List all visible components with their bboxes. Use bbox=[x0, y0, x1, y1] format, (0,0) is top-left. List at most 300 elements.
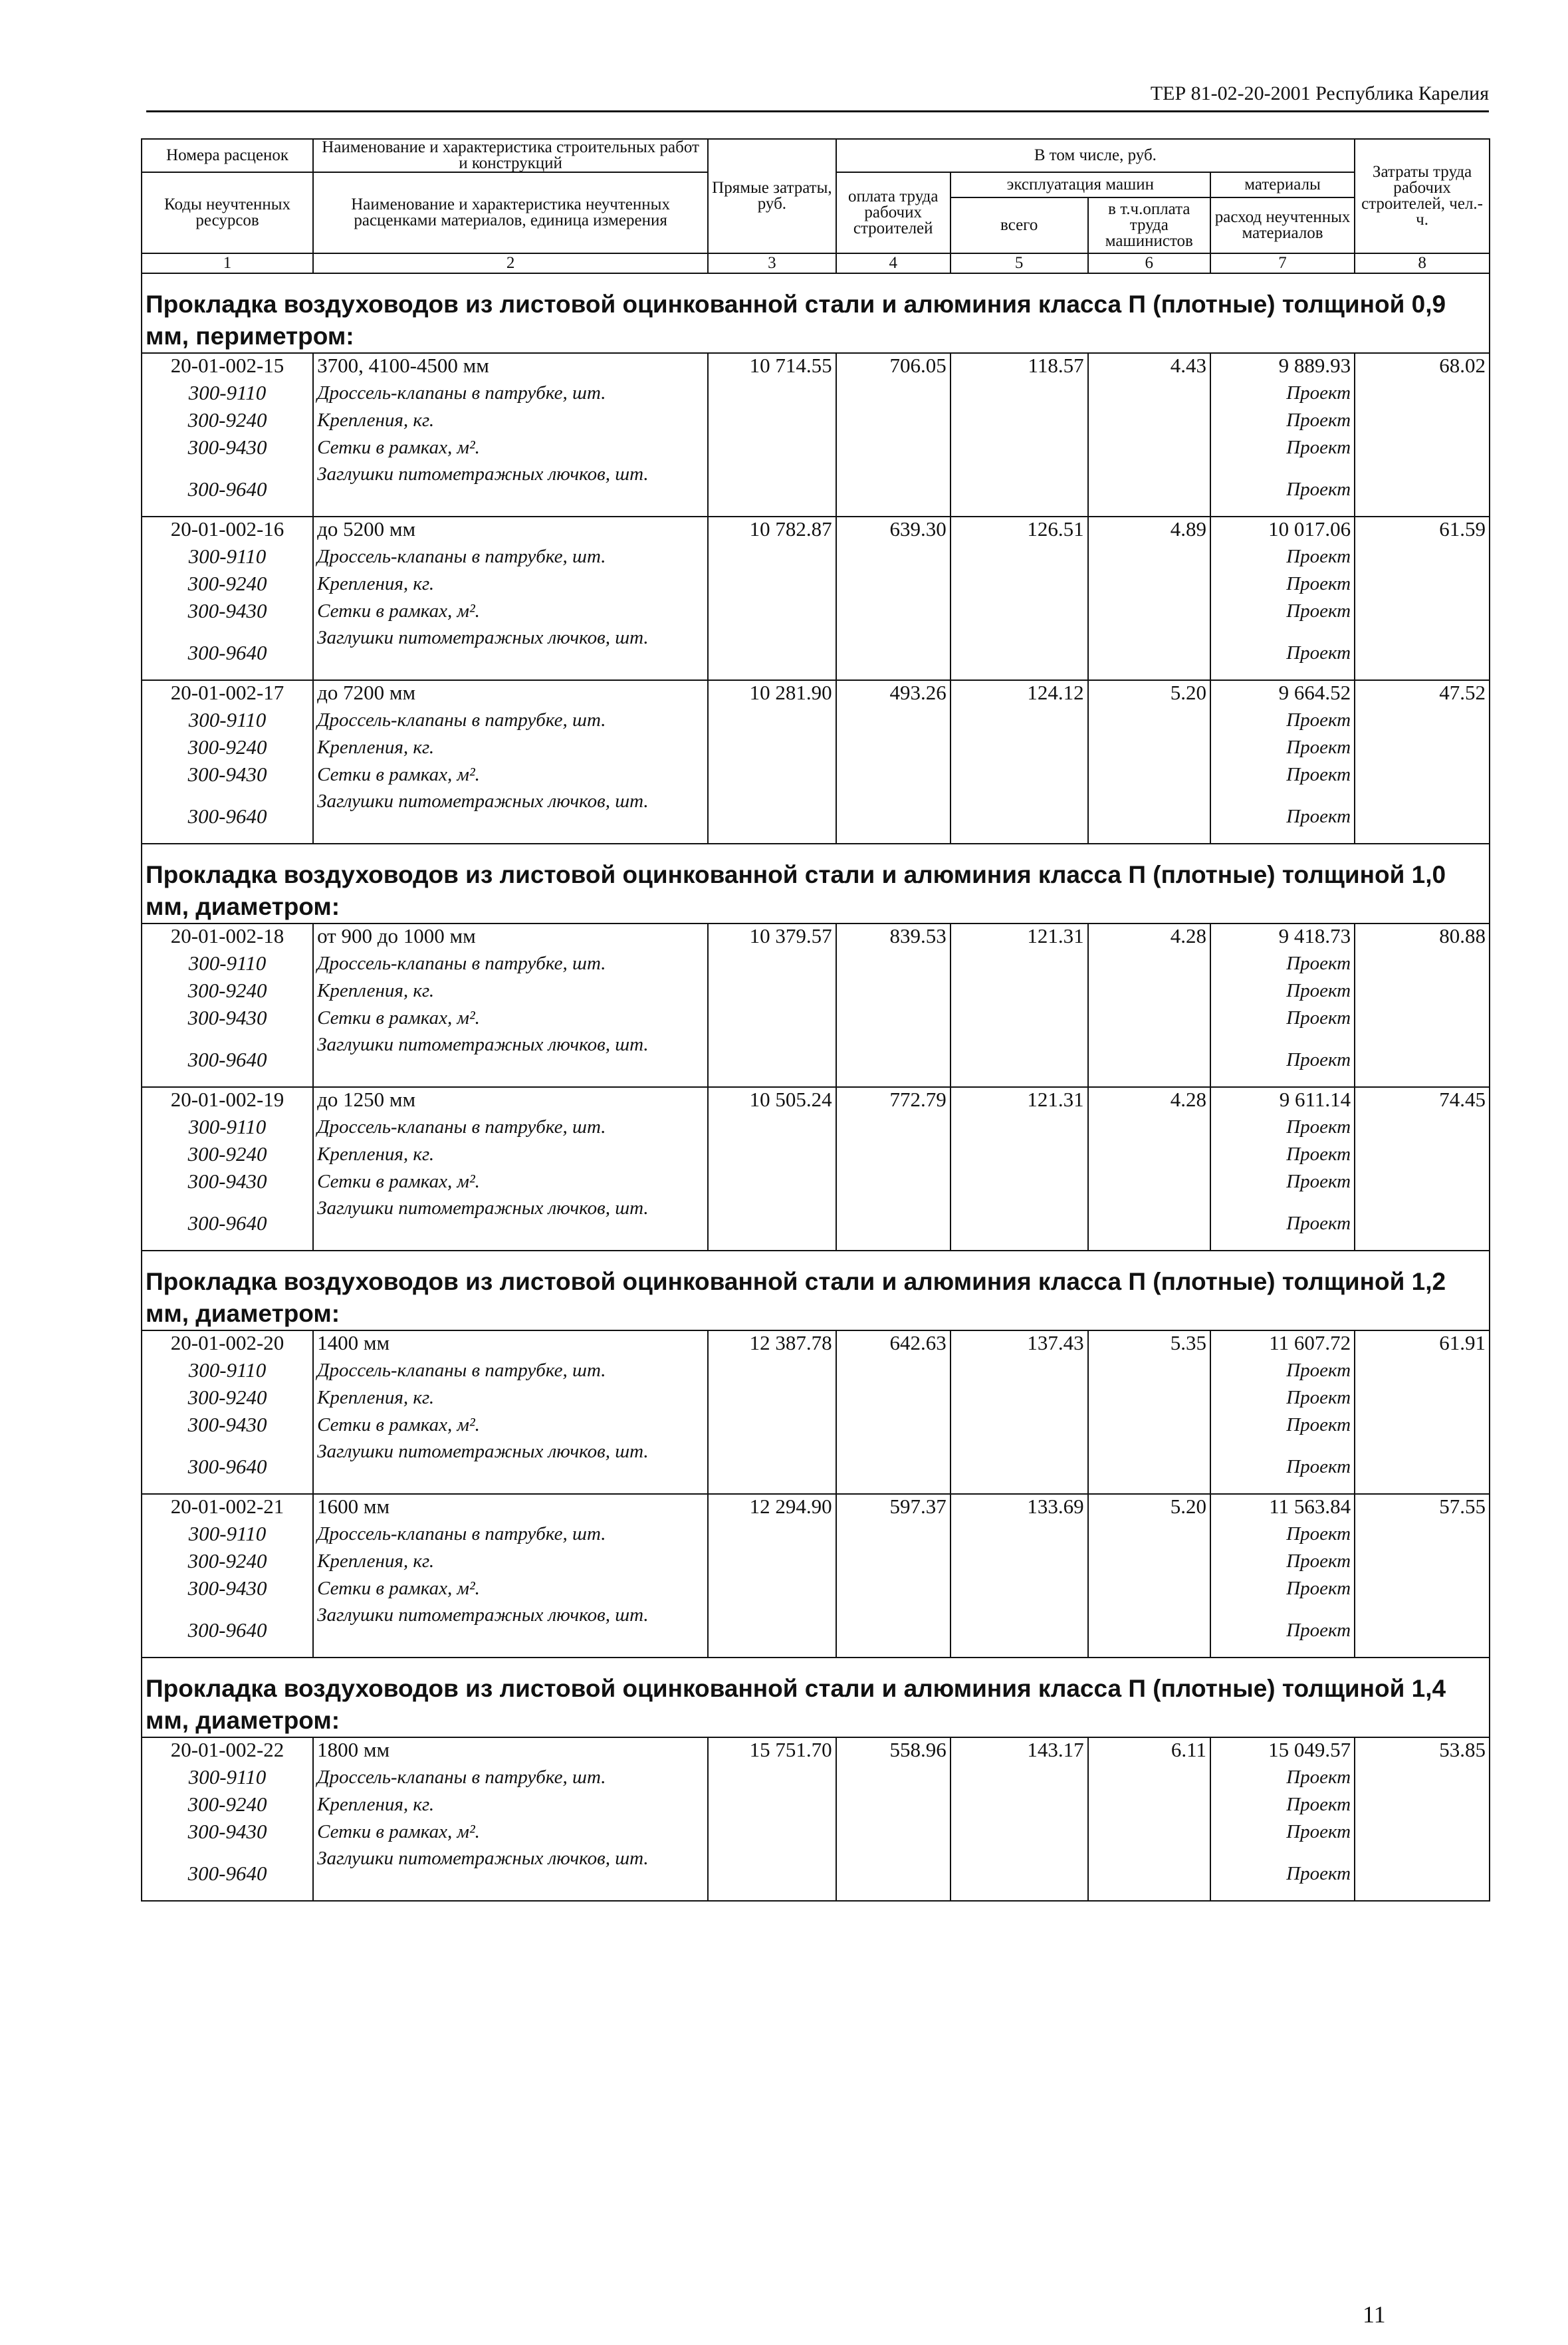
resource-name: Сетки в рамках, м². bbox=[313, 1413, 708, 1440]
empty-cell bbox=[951, 1765, 1088, 1792]
rate-row bbox=[142, 517, 1490, 545]
empty-cell bbox=[1088, 599, 1210, 626]
materials-cost: 10 017.06 bbox=[1210, 517, 1355, 545]
resource-usage: Проект bbox=[1210, 1549, 1355, 1576]
rate-code: 20-01-002-17 bbox=[142, 680, 313, 708]
resource-code: 300-9430 bbox=[142, 1006, 313, 1033]
resource-row bbox=[142, 979, 1490, 1006]
empty-cell bbox=[951, 979, 1088, 1006]
empty-cell bbox=[1088, 1604, 1210, 1658]
resource-name: Дроссель-клапаны в патрубке, шт. bbox=[313, 1522, 708, 1549]
resource-row bbox=[142, 1386, 1490, 1413]
resource-row bbox=[142, 1576, 1490, 1604]
machines-total: 143.17 bbox=[951, 1737, 1088, 1765]
document-title: ТЕР 81-02-20-2001 Республика Карелия bbox=[1150, 82, 1489, 104]
empty-cell bbox=[1355, 979, 1490, 1006]
direct-costs: 10 281.90 bbox=[708, 680, 836, 708]
empty-cell bbox=[708, 1440, 836, 1494]
empty-cell bbox=[951, 1197, 1088, 1251]
machinist-pay: 5.20 bbox=[1088, 1494, 1210, 1522]
resource-usage: Проект bbox=[1210, 1792, 1355, 1820]
empty-cell bbox=[708, 435, 836, 463]
empty-cell bbox=[836, 708, 951, 735]
empty-cell bbox=[951, 626, 1088, 680]
labor-hours: 68.02 bbox=[1355, 353, 1490, 381]
empty-cell bbox=[708, 1604, 836, 1658]
resource-row bbox=[142, 1033, 1490, 1087]
empty-cell bbox=[708, 1197, 836, 1251]
empty-cell bbox=[1088, 1576, 1210, 1604]
resource-row bbox=[142, 1197, 1490, 1251]
materials-cost: 9 611.14 bbox=[1210, 1087, 1355, 1115]
empty-cell bbox=[708, 1006, 836, 1033]
col-header-machines: эксплуатация машин bbox=[951, 172, 1210, 197]
empty-cell bbox=[836, 626, 951, 680]
section-title: Прокладка воздуховодов из листовой оцинкованной стали и алюминия класса П (плотные) толщиной 1,4 мм, диаметром: bbox=[146, 1675, 1446, 1734]
resource-code: 300-9110 bbox=[142, 1115, 313, 1142]
empty-cell bbox=[708, 1820, 836, 1847]
empty-cell bbox=[708, 381, 836, 408]
column-number: 6 bbox=[1088, 253, 1210, 273]
empty-cell bbox=[708, 951, 836, 979]
empty-cell bbox=[708, 1033, 836, 1087]
empty-cell bbox=[951, 599, 1088, 626]
rate-code: 20-01-002-21 bbox=[142, 1494, 313, 1522]
empty-cell bbox=[951, 1522, 1088, 1549]
section-title: Прокладка воздуховодов из листовой оцинкованной стали и алюминия класса П (плотные) толщиной 0,9 мм, периметром: bbox=[146, 291, 1446, 350]
section-title: Прокладка воздуховодов из листовой оцинкованной стали и алюминия класса П (плотные) толщиной 1,2 мм, диаметром: bbox=[146, 1268, 1446, 1327]
resource-code: 300-9430 bbox=[142, 1820, 313, 1847]
resource-code: 300-9640 bbox=[142, 790, 313, 844]
resource-usage: Проект bbox=[1210, 1197, 1355, 1251]
resource-usage: Проект bbox=[1210, 1115, 1355, 1142]
empty-cell bbox=[1088, 790, 1210, 844]
materials-cost: 11 607.72 bbox=[1210, 1330, 1355, 1358]
empty-cell bbox=[951, 735, 1088, 763]
resource-name: Дроссель-клапаны в патрубке, шт. bbox=[313, 545, 708, 572]
resource-usage: Проект bbox=[1210, 1358, 1355, 1386]
resource-usage: Проект bbox=[1210, 708, 1355, 735]
empty-cell bbox=[708, 1142, 836, 1170]
empty-cell bbox=[1355, 435, 1490, 463]
materials-cost: 15 049.57 bbox=[1210, 1737, 1355, 1765]
col-header-direct-costs: Прямые затраты, руб. bbox=[708, 139, 836, 253]
rate-name: до 5200 мм bbox=[313, 517, 708, 545]
resource-code: 300-9430 bbox=[142, 763, 313, 790]
empty-cell bbox=[1355, 1576, 1490, 1604]
rate-row bbox=[142, 353, 1490, 381]
rate-name: до 7200 мм bbox=[313, 680, 708, 708]
resource-name: Дроссель-клапаны в патрубке, шт. bbox=[313, 1115, 708, 1142]
empty-cell bbox=[1355, 1142, 1490, 1170]
section-header-row bbox=[142, 1658, 1490, 1737]
table-body bbox=[142, 273, 1490, 1901]
resource-row bbox=[142, 1170, 1490, 1197]
resource-usage: Проект bbox=[1210, 1413, 1355, 1440]
empty-cell bbox=[1088, 1006, 1210, 1033]
resource-name: Заглушки питометражных лючков, шт. bbox=[313, 1604, 708, 1658]
resource-name: Крепления, кг. bbox=[313, 1142, 708, 1170]
resource-name: Дроссель-клапаны в патрубке, шт. bbox=[313, 1358, 708, 1386]
worker-pay: 839.53 bbox=[836, 924, 951, 951]
labor-hours: 74.45 bbox=[1355, 1087, 1490, 1115]
resource-code: 300-9640 bbox=[142, 463, 313, 517]
worker-pay: 639.30 bbox=[836, 517, 951, 545]
resource-usage: Проект bbox=[1210, 1820, 1355, 1847]
empty-cell bbox=[836, 1549, 951, 1576]
empty-cell bbox=[836, 1522, 951, 1549]
empty-cell bbox=[1355, 1413, 1490, 1440]
rate-code: 20-01-002-20 bbox=[142, 1330, 313, 1358]
resource-usage: Проект bbox=[1210, 408, 1355, 435]
empty-cell bbox=[1088, 1522, 1210, 1549]
resource-row bbox=[142, 790, 1490, 844]
empty-cell bbox=[951, 790, 1088, 844]
document-header bbox=[146, 78, 1489, 112]
direct-costs: 10 379.57 bbox=[708, 924, 836, 951]
empty-cell bbox=[1355, 1820, 1490, 1847]
resource-row bbox=[142, 626, 1490, 680]
empty-cell bbox=[951, 763, 1088, 790]
col-header-labor: Затраты труда рабочих строителей, чел.-ч. bbox=[1355, 139, 1490, 253]
section-header-row bbox=[142, 844, 1490, 924]
resource-row bbox=[142, 708, 1490, 735]
rate-row bbox=[142, 924, 1490, 951]
empty-cell bbox=[1355, 951, 1490, 979]
resource-row bbox=[142, 951, 1490, 979]
resource-name: Сетки в рамках, м². bbox=[313, 435, 708, 463]
worker-pay: 597.37 bbox=[836, 1494, 951, 1522]
empty-cell bbox=[708, 735, 836, 763]
column-number: 8 bbox=[1355, 253, 1490, 273]
empty-cell bbox=[1088, 1765, 1210, 1792]
resource-name: Сетки в рамках, м². bbox=[313, 1576, 708, 1604]
rate-code: 20-01-002-16 bbox=[142, 517, 313, 545]
resource-code: 300-9240 bbox=[142, 1792, 313, 1820]
resource-row bbox=[142, 1358, 1490, 1386]
empty-cell bbox=[1355, 1549, 1490, 1576]
rate-code: 20-01-002-18 bbox=[142, 924, 313, 951]
resource-usage: Проект bbox=[1210, 1765, 1355, 1792]
resource-row bbox=[142, 599, 1490, 626]
empty-cell bbox=[836, 1820, 951, 1847]
rate-row bbox=[142, 680, 1490, 708]
empty-cell bbox=[951, 1576, 1088, 1604]
empty-cell bbox=[951, 408, 1088, 435]
empty-cell bbox=[951, 708, 1088, 735]
empty-cell bbox=[836, 979, 951, 1006]
empty-cell bbox=[708, 1522, 836, 1549]
resource-name: Заглушки питометражных лючков, шт. bbox=[313, 1197, 708, 1251]
resource-code: 300-9640 bbox=[142, 1847, 313, 1901]
empty-cell bbox=[1355, 1170, 1490, 1197]
machines-total: 118.57 bbox=[951, 353, 1088, 381]
empty-cell bbox=[836, 1440, 951, 1494]
section-title-cell bbox=[142, 273, 1490, 353]
empty-cell bbox=[1088, 735, 1210, 763]
resource-code: 300-9640 bbox=[142, 1033, 313, 1087]
resource-usage: Проект bbox=[1210, 1006, 1355, 1033]
column-number: 2 bbox=[313, 253, 708, 273]
empty-cell bbox=[951, 1549, 1088, 1576]
empty-cell bbox=[708, 1115, 836, 1142]
empty-cell bbox=[1088, 1820, 1210, 1847]
empty-cell bbox=[1088, 1115, 1210, 1142]
empty-cell bbox=[708, 626, 836, 680]
resource-row bbox=[142, 1765, 1490, 1792]
rate-name: 1800 мм bbox=[313, 1737, 708, 1765]
labor-hours: 80.88 bbox=[1355, 924, 1490, 951]
materials-cost: 9 889.93 bbox=[1210, 353, 1355, 381]
rate-row bbox=[142, 1737, 1490, 1765]
col-header-name-bottom: Наименование и характеристика неучтенных расценками материалов, единица измерения bbox=[313, 172, 708, 253]
empty-cell bbox=[951, 1820, 1088, 1847]
resource-name: Сетки в рамках, м². bbox=[313, 1820, 708, 1847]
resource-name: Дроссель-клапаны в патрубке, шт. bbox=[313, 708, 708, 735]
empty-cell bbox=[708, 763, 836, 790]
empty-cell bbox=[1355, 1765, 1490, 1792]
resource-name: Заглушки питометражных лючков, шт. bbox=[313, 1847, 708, 1901]
column-number: 3 bbox=[708, 253, 836, 273]
empty-cell bbox=[708, 708, 836, 735]
empty-cell bbox=[708, 599, 836, 626]
resource-code: 300-9430 bbox=[142, 1576, 313, 1604]
empty-cell bbox=[1088, 626, 1210, 680]
empty-cell bbox=[1355, 1386, 1490, 1413]
resource-usage: Проект bbox=[1210, 790, 1355, 844]
empty-cell bbox=[1088, 381, 1210, 408]
resource-usage: Проект bbox=[1210, 1576, 1355, 1604]
resource-name: Крепления, кг. bbox=[313, 979, 708, 1006]
resource-code: 300-9240 bbox=[142, 408, 313, 435]
empty-cell bbox=[951, 1386, 1088, 1413]
column-number: 5 bbox=[951, 253, 1088, 273]
empty-cell bbox=[708, 463, 836, 517]
materials-cost: 9 418.73 bbox=[1210, 924, 1355, 951]
empty-cell bbox=[1088, 1386, 1210, 1413]
resource-code: 300-9640 bbox=[142, 1197, 313, 1251]
empty-cell bbox=[1355, 545, 1490, 572]
section-title-cell bbox=[142, 1658, 1490, 1737]
machinist-pay: 4.43 bbox=[1088, 353, 1210, 381]
empty-cell bbox=[951, 1006, 1088, 1033]
empty-cell bbox=[836, 1576, 951, 1604]
empty-cell bbox=[1088, 1440, 1210, 1494]
empty-cell bbox=[836, 790, 951, 844]
empty-cell bbox=[708, 1549, 836, 1576]
empty-cell bbox=[951, 1142, 1088, 1170]
resource-code: 300-9240 bbox=[142, 1549, 313, 1576]
machines-total: 121.31 bbox=[951, 1087, 1088, 1115]
column-number: 1 bbox=[142, 253, 313, 273]
resource-code: 300-9240 bbox=[142, 1142, 313, 1170]
labor-hours: 61.59 bbox=[1355, 517, 1490, 545]
resource-name: Заглушки питометражных лючков, шт. bbox=[313, 1440, 708, 1494]
empty-cell bbox=[708, 979, 836, 1006]
col-header-material-usage: расход неучтенных материалов bbox=[1210, 197, 1355, 253]
resource-usage: Проект bbox=[1210, 1604, 1355, 1658]
empty-cell bbox=[1088, 763, 1210, 790]
resource-row bbox=[142, 1847, 1490, 1901]
col-header-codes-top: Номера расценок bbox=[142, 139, 313, 172]
resource-code: 300-9430 bbox=[142, 435, 313, 463]
empty-cell bbox=[1355, 463, 1490, 517]
empty-cell bbox=[951, 1358, 1088, 1386]
resource-code: 300-9430 bbox=[142, 1170, 313, 1197]
empty-cell bbox=[708, 1358, 836, 1386]
empty-cell bbox=[1355, 381, 1490, 408]
labor-hours: 53.85 bbox=[1355, 1737, 1490, 1765]
empty-cell bbox=[836, 1358, 951, 1386]
rate-name: до 1250 мм bbox=[313, 1087, 708, 1115]
empty-cell bbox=[1088, 463, 1210, 517]
resource-code: 300-9240 bbox=[142, 979, 313, 1006]
worker-pay: 772.79 bbox=[836, 1087, 951, 1115]
resource-code: 300-9110 bbox=[142, 1358, 313, 1386]
resource-row bbox=[142, 435, 1490, 463]
empty-cell bbox=[951, 1115, 1088, 1142]
worker-pay: 642.63 bbox=[836, 1330, 951, 1358]
empty-cell bbox=[708, 1413, 836, 1440]
empty-cell bbox=[836, 735, 951, 763]
empty-cell bbox=[1355, 1358, 1490, 1386]
empty-cell bbox=[951, 1413, 1088, 1440]
empty-cell bbox=[836, 1142, 951, 1170]
empty-cell bbox=[1088, 1847, 1210, 1901]
resource-name: Крепления, кг. bbox=[313, 1386, 708, 1413]
rate-name: 1600 мм bbox=[313, 1494, 708, 1522]
empty-cell bbox=[708, 545, 836, 572]
resource-code: 300-9110 bbox=[142, 708, 313, 735]
worker-pay: 558.96 bbox=[836, 1737, 951, 1765]
rate-code: 20-01-002-15 bbox=[142, 353, 313, 381]
empty-cell bbox=[1355, 1792, 1490, 1820]
resource-row bbox=[142, 1115, 1490, 1142]
direct-costs: 10 782.87 bbox=[708, 517, 836, 545]
section-title: Прокладка воздуховодов из листовой оцинкованной стали и алюминия класса П (плотные) толщиной 1,0 мм, диаметром: bbox=[146, 861, 1446, 920]
resource-name: Заглушки питометражных лючков, шт. bbox=[313, 463, 708, 517]
rate-name: от 900 до 1000 мм bbox=[313, 924, 708, 951]
resource-usage: Проект bbox=[1210, 1522, 1355, 1549]
empty-cell bbox=[1088, 1413, 1210, 1440]
direct-costs: 12 294.90 bbox=[708, 1494, 836, 1522]
machines-total: 133.69 bbox=[951, 1494, 1088, 1522]
empty-cell bbox=[1355, 1847, 1490, 1901]
resource-code: 300-9240 bbox=[142, 735, 313, 763]
resource-row bbox=[142, 1440, 1490, 1494]
resource-row bbox=[142, 1522, 1490, 1549]
empty-cell bbox=[836, 572, 951, 599]
section-header-row bbox=[142, 1251, 1490, 1330]
resource-name: Заглушки питометражных лючков, шт. bbox=[313, 626, 708, 680]
resource-row bbox=[142, 545, 1490, 572]
materials-cost: 11 563.84 bbox=[1210, 1494, 1355, 1522]
labor-hours: 61.91 bbox=[1355, 1330, 1490, 1358]
empty-cell bbox=[1355, 626, 1490, 680]
resource-row bbox=[142, 1006, 1490, 1033]
empty-cell bbox=[951, 572, 1088, 599]
empty-cell bbox=[1355, 1522, 1490, 1549]
empty-cell bbox=[836, 1386, 951, 1413]
resource-usage: Проект bbox=[1210, 626, 1355, 680]
resource-row bbox=[142, 1820, 1490, 1847]
resource-row bbox=[142, 463, 1490, 517]
empty-cell bbox=[708, 790, 836, 844]
empty-cell bbox=[1088, 951, 1210, 979]
col-header-incl: В том числе, руб. bbox=[836, 139, 1355, 172]
machinist-pay: 4.28 bbox=[1088, 1087, 1210, 1115]
resource-row bbox=[142, 1604, 1490, 1658]
empty-cell bbox=[836, 599, 951, 626]
materials-cost: 9 664.52 bbox=[1210, 680, 1355, 708]
empty-cell bbox=[951, 545, 1088, 572]
empty-cell bbox=[951, 951, 1088, 979]
empty-cell bbox=[1088, 1170, 1210, 1197]
resource-row bbox=[142, 1142, 1490, 1170]
section-title-cell bbox=[142, 1251, 1490, 1330]
resource-name: Сетки в рамках, м². bbox=[313, 763, 708, 790]
resource-row bbox=[142, 735, 1490, 763]
resource-name: Дроссель-клапаны в патрубке, шт. bbox=[313, 951, 708, 979]
resource-code: 300-9240 bbox=[142, 1386, 313, 1413]
machinist-pay: 6.11 bbox=[1088, 1737, 1210, 1765]
resource-usage: Проект bbox=[1210, 599, 1355, 626]
rate-row bbox=[142, 1330, 1490, 1358]
empty-cell bbox=[1088, 572, 1210, 599]
col-header-machines-total: всего bbox=[951, 197, 1088, 253]
worker-pay: 706.05 bbox=[836, 353, 951, 381]
rate-name: 3700, 4100-4500 мм bbox=[313, 353, 708, 381]
resource-name: Сетки в рамках, м². bbox=[313, 1006, 708, 1033]
resource-usage: Проект bbox=[1210, 1033, 1355, 1087]
column-number: 4 bbox=[836, 253, 951, 273]
section-title-cell bbox=[142, 844, 1490, 924]
empty-cell bbox=[951, 1170, 1088, 1197]
empty-cell bbox=[1088, 408, 1210, 435]
resource-code: 300-9110 bbox=[142, 381, 313, 408]
empty-cell bbox=[1355, 1197, 1490, 1251]
resource-name: Крепления, кг. bbox=[313, 1549, 708, 1576]
empty-cell bbox=[1355, 708, 1490, 735]
resource-usage: Проект bbox=[1210, 1386, 1355, 1413]
resource-row bbox=[142, 1549, 1490, 1576]
resource-usage: Проект bbox=[1210, 979, 1355, 1006]
resource-row bbox=[142, 1792, 1490, 1820]
resource-usage: Проект bbox=[1210, 763, 1355, 790]
empty-cell bbox=[836, 1170, 951, 1197]
empty-cell bbox=[1088, 1033, 1210, 1087]
resource-row bbox=[142, 1413, 1490, 1440]
empty-cell bbox=[836, 763, 951, 790]
resource-usage: Проект bbox=[1210, 735, 1355, 763]
rate-name: 1400 мм bbox=[313, 1330, 708, 1358]
resource-code: 300-9640 bbox=[142, 1440, 313, 1494]
empty-cell bbox=[708, 1792, 836, 1820]
col-header-machinist-pay: в т.ч.оплата труда машинистов bbox=[1088, 197, 1210, 253]
resource-code: 300-9240 bbox=[142, 572, 313, 599]
resource-name: Сетки в рамках, м². bbox=[313, 599, 708, 626]
resource-name: Крепления, кг. bbox=[313, 1792, 708, 1820]
resource-usage: Проект bbox=[1210, 572, 1355, 599]
empty-cell bbox=[836, 1006, 951, 1033]
rate-row bbox=[142, 1087, 1490, 1115]
resource-name: Заглушки питометражных лючков, шт. bbox=[313, 790, 708, 844]
resource-usage: Проект bbox=[1210, 381, 1355, 408]
resource-usage: Проект bbox=[1210, 435, 1355, 463]
machinist-pay: 5.35 bbox=[1088, 1330, 1210, 1358]
empty-cell bbox=[951, 1792, 1088, 1820]
empty-cell bbox=[836, 1604, 951, 1658]
